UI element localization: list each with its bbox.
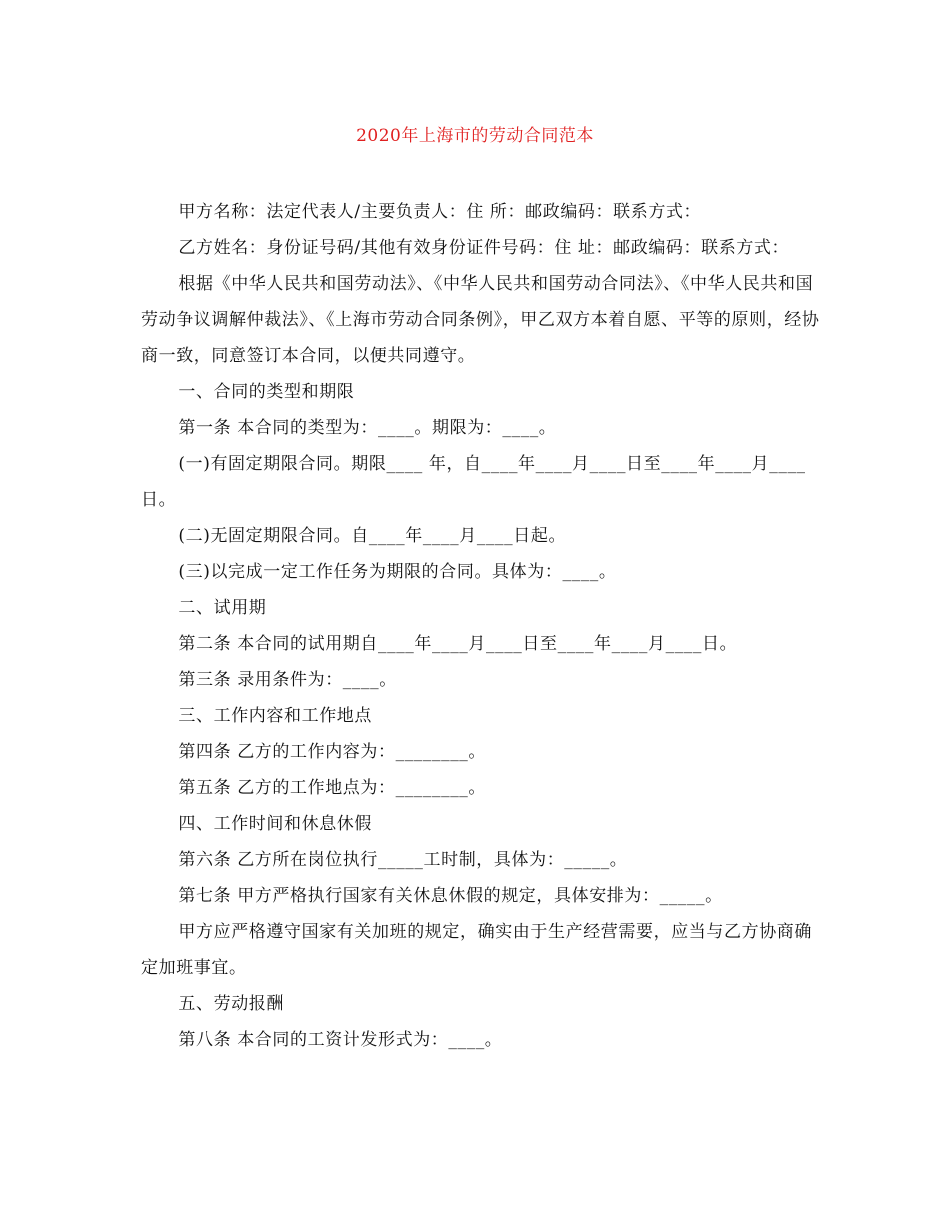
article-paragraph: 第四条 乙方的工作内容为：________。	[178, 742, 486, 762]
article-paragraph: 第五条 乙方的工作地点为：________。	[178, 778, 486, 798]
section-heading: 三、工作内容和工作地点	[178, 706, 372, 726]
article-paragraph: 第七条 甲方严格执行国家有关休息休假的规定，具体安排为：_____。	[178, 886, 723, 906]
party-b-info: 乙方姓名：身份证号码/其他有效身份证件号码：住 址：邮政编码：联系方式：	[178, 238, 790, 258]
preamble-paragraph: 根据《中华人民共和国劳动法》、《中华人民共和国劳动合同法》、《中华人民共和国劳动争议调解仲裁法》、《上海市劳动合同条例》，甲乙双方本着自愿、平等的原则，经协商一致，同意签订本合同，以便共同遵守。	[141, 274, 820, 366]
document-title: 2020年上海市的劳动合同范本	[356, 126, 594, 146]
section-heading: 二、试用期	[178, 598, 267, 618]
article-paragraph: 第三条 录用条件为：____。	[178, 670, 397, 690]
section-heading: 五、劳动报酬	[178, 994, 284, 1014]
party-a-info: 甲方名称：法定代表人/主要负责人：住 所：邮政编码：联系方式：	[178, 202, 702, 222]
article-paragraph: 第八条 本合同的工资计发形式为：____。	[178, 1030, 503, 1050]
clause-paragraph: (三)以完成一定工作任务为期限的合同。具体为：____。	[178, 562, 617, 582]
clause-paragraph: (一)有固定期限合同。期限____ 年，自____年____月____日至____年____月____日。	[141, 454, 806, 510]
section-heading: 一、合同的类型和期限	[178, 382, 355, 402]
document-body	[141, 194, 821, 1058]
clause-paragraph: (二)无固定期限合同。自____年____月____日起。	[178, 526, 567, 546]
article-paragraph: 第一条 本合同的类型为：____。期限为：____。	[178, 418, 557, 438]
body-paragraph: 甲方应严格遵守国家有关加班的规定，确实由于生产经营需要，应当与乙方协商确定加班事宜。	[141, 922, 812, 978]
article-paragraph: 第六条 乙方所在岗位执行_____工时制，具体为：_____。	[178, 850, 628, 870]
section-heading: 四、工作时间和休息休假	[178, 814, 372, 834]
article-paragraph: 第二条 本合同的试用期自____年____月____日至____年____月____日。	[178, 634, 738, 654]
